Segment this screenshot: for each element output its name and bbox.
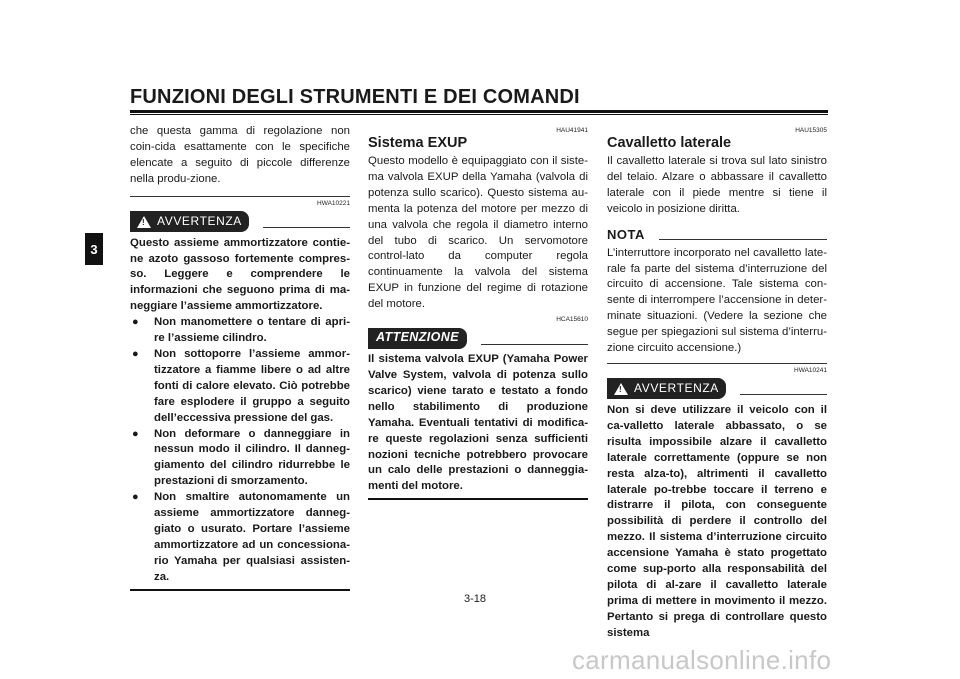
warning-header bbox=[607, 378, 827, 400]
attention-text: Il sistema valvola EXUP (Yamaha Power Valve System, valvola di potenza sullo scarico) viene tarato e testato a fondo nello stabilimento di produzione Yamaha. Eventuali tentativi di modifica-re queste regolazioni senza sufficienti nozioni tecniche potrebbero provocare un calo delle prestazioni o danneggia-menti del motore. bbox=[368, 353, 588, 493]
section-heading-sidestand: Cavalletto laterale bbox=[607, 135, 732, 151]
nota-text: L’interruttore incorporato nel cavalletto late-rale fa parte del sistema d’interruzione del circuito di accensione. Tale sistema con-sente di interrompere l’accensione in deter-minate situazioni. (Vedere la sezione che segue per spiegazioni sul sistema d’interru-zione circuito accensione.) bbox=[607, 246, 827, 355]
warning-code: HWA10241 bbox=[794, 366, 827, 374]
warning-label: AVVERTENZA bbox=[634, 381, 719, 396]
exup-paragraph: Questo modello è equipaggiato con il siste-ma valvola EXUP della Yamaha (valvola di potenza sullo scarico). Questo sistema au-menta la potenza del motore per mezzo di una valvola che regola il diametro interno del tubo di scarico. Un servomotore control-lato da computer regola continuamente la valvola del sistema EXUP in funzione del regime di rotazione del motore. bbox=[368, 155, 588, 311]
column-left bbox=[130, 124, 350, 591]
attention-badge: ATTENZIONE bbox=[368, 328, 467, 349]
attention-rule bbox=[481, 344, 588, 345]
bullet-icon: ● bbox=[132, 427, 139, 440]
warning-end-rule bbox=[130, 589, 350, 591]
chapter-tab: 3 bbox=[85, 233, 103, 265]
warning-badge bbox=[607, 378, 726, 399]
bullet-icon: ● bbox=[132, 491, 139, 504]
nota-rule bbox=[659, 239, 827, 240]
section-divider bbox=[130, 196, 350, 197]
section-code: HAU41941 bbox=[556, 127, 588, 134]
warning-code: HWA10221 bbox=[317, 199, 350, 207]
section-code: HAU15305 bbox=[795, 127, 827, 134]
bullet-icon: ● bbox=[132, 316, 139, 329]
header-divider bbox=[130, 110, 828, 113]
warning-rule bbox=[740, 394, 827, 395]
warning-bullet-list bbox=[130, 315, 350, 585]
sidestand-paragraph: Il cavalletto laterale si trova sul lato sinistro del telaio. Alzare o abbassare il cavalletto laterale con il piede mentre si tiene il veicolo in posizione diritta. bbox=[607, 155, 827, 215]
section-heading-exup: Sistema EXUP bbox=[368, 135, 468, 151]
warning-text: Questo assieme ammortizzatore contie-ne azoto gassoso fortemente compres-so. Leggere e comprendere le informazioni che seguono prima di ma-neggiare l’assieme ammortizzatore. bbox=[130, 236, 350, 313]
warning-header bbox=[130, 211, 350, 233]
nota-header bbox=[607, 224, 827, 246]
list-item: ● Non smaltire autonomamente un assieme ammortizzatore danneg-giato o usurato. Portare l’assieme ammortizzatore ad un concessiona-rio Yamaha per qualsiasi assisten-za. bbox=[130, 490, 350, 585]
section-divider bbox=[607, 363, 827, 364]
column-middle bbox=[368, 124, 588, 500]
column-right bbox=[607, 124, 827, 642]
list-item: ● Non manomettere o tentare di apri-re l’assieme cilindro. bbox=[130, 315, 350, 347]
attention-header bbox=[368, 327, 588, 349]
list-item: ● Non deformare o danneggiare in nessun modo il cilindro. Il danneg-giamento del cilindro ridurrebbe le prestazioni di smorzamento. bbox=[130, 427, 350, 491]
page-number: 3-18 bbox=[464, 593, 487, 605]
warning-text: Non si deve utilizzare il veicolo con il ca-valletto laterale abbassato, o se risulta impossibile alzare il cavalletto laterale correttamente (oppure se non resta alza-to), altrimenti il cavalletto laterale po-trebbe toccare il terreno e distrarre il pilota, con conseguente possibilità di perdere il controllo del mezzo. Il sistema d’interruzione circuito accensione Yamaha è stato progettato come sup-porto alla responsabilità del pilota di al-zare il cavalletto laterale prima di mettere in movimento il mezzo. Pertanto si prega di controllare questo sistema bbox=[607, 403, 827, 639]
list-item: ● Non sottoporre l’assieme ammor-tizzatore a fiamme libere o ad altre fonti di calore elevato. Ciò potrebbe fare esplodere il gruppo a seguito dell’eccessiva pressione del gas. bbox=[130, 347, 350, 427]
bullet-icon: ● bbox=[132, 347, 139, 360]
attention-code: HCA15610 bbox=[556, 316, 588, 324]
watermark: carmanualsonline.info bbox=[572, 645, 832, 675]
nota-label: NOTA bbox=[607, 226, 645, 242]
warning-icon: ! bbox=[614, 383, 628, 395]
warning-label: AVVERTENZA bbox=[157, 213, 242, 228]
warning-rule bbox=[263, 227, 350, 228]
attention-end-rule bbox=[368, 498, 588, 500]
intro-paragraph: che questa gamma di regolazione non coin-cida esattamente con le specifiche elencate a seguito di piccole differenze nella produ-zione. bbox=[130, 125, 350, 185]
warning-badge bbox=[130, 211, 249, 232]
header-divider-thin bbox=[130, 114, 828, 115]
page-title: FUNZIONI DEGLI STRUMENTI E DEI COMANDI bbox=[130, 86, 580, 108]
warning-icon: ! bbox=[137, 216, 151, 228]
